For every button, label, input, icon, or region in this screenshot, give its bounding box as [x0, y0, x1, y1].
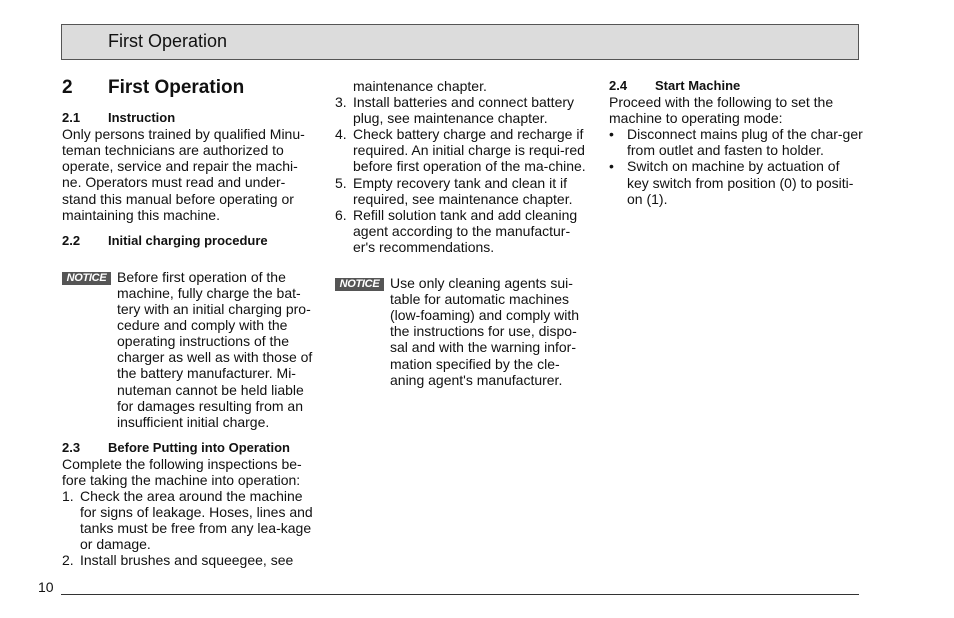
notice-badge: NOTICE: [62, 272, 111, 285]
inspection-steps: [62, 488, 314, 568]
section-number: 2.2: [62, 232, 81, 248]
list-number: 3.: [335, 94, 347, 111]
notice-text: Use only cleaning agents sui-table for automatic machines (low-foaming) and comply with the instructions for use, dispo-sal and with the warning infor-mation specified by the cle-aning agent's manufacturer.: [390, 275, 580, 388]
section-number: 2.1: [62, 110, 81, 126]
list-text: Switch on machine by actuation of key switch from position (0) to positi-on (1).: [627, 158, 854, 207]
inspection-steps-continued: [335, 94, 590, 255]
section-heading-2-2: [62, 233, 314, 249]
list-item: [335, 207, 590, 255]
page-number: 10: [38, 579, 54, 595]
footer-rule: [61, 594, 859, 595]
section-heading-2-3: [62, 440, 314, 456]
list-item-continuation: [335, 78, 590, 94]
list-number: 2.: [62, 552, 74, 569]
notice-badge: NOTICE: [335, 278, 384, 291]
chapter-number: 2: [62, 77, 73, 98]
start-intro: Proceed with the following to set the machine to operating mode:: [609, 94, 834, 127]
list-item: [335, 175, 590, 207]
list-number: 1.: [62, 488, 74, 505]
section-number: 2.4: [609, 78, 628, 93]
section-number: 2.3: [62, 439, 81, 455]
column-left: [62, 78, 314, 569]
column-right: [609, 78, 864, 207]
section-title: Start Machine: [655, 78, 741, 93]
list-text: Install batteries and connect battery plug, see maintenance chapter.: [353, 94, 575, 127]
start-steps: [609, 126, 864, 206]
bullet-mark: •: [609, 158, 614, 175]
list-number: 4.: [335, 126, 347, 143]
notice-charging: [62, 269, 314, 430]
notice-text: Before first operation of the machine, fully charge the bat-tery with an initial charging pro-cedure and comply with the operating instructions of the charger as well as with those of the battery manufacturer. Mi-nuteman cannot be held liable for damages resulting from an insufficient initial charge.: [117, 268, 313, 430]
list-text: Check battery charge and recharge if required. An initial charge is requi-red before first operation of the ma-chine.: [353, 126, 586, 175]
bullet-mark: •: [609, 126, 614, 143]
list-text: Check the area around the machine for signs of leakage. Hoses, lines and tanks must be free from any lea-kage or damage.: [80, 488, 313, 553]
list-item: [609, 158, 864, 206]
list-number: 5.: [335, 174, 347, 191]
list-text: Empty recovery tank and clean it if required, see maintenance chapter.: [353, 174, 573, 207]
section-title: Before Putting into Operation: [108, 439, 290, 455]
section-title: Initial charging procedure: [108, 232, 268, 248]
running-header: [61, 24, 859, 60]
chapter-heading: [62, 77, 314, 98]
list-item: [335, 94, 590, 126]
section-title: Instruction: [108, 110, 176, 126]
inspection-intro: Complete the following inspections be-fore taking the machine into operation:: [62, 455, 302, 488]
column-middle: [335, 78, 590, 388]
list-item: [62, 488, 314, 552]
list-text: maintenance chapter.: [353, 78, 487, 94]
list-text: Refill solution tank and add cleaning agent according to the manufactur-er's recommendations.: [353, 206, 578, 255]
list-item: [609, 126, 864, 158]
chapter-title: First Operation: [108, 77, 245, 98]
list-text: Disconnect mains plug of the char-ger from outlet and fasten to holder.: [627, 126, 863, 159]
section-heading-2-1: [62, 110, 314, 126]
list-number: 6.: [335, 206, 347, 223]
instruction-paragraph: Only persons trained by qualified Minu-teman technicians are authorized to operate, service and repair the machi-ne. Operators must read and under-stand this manual before operating or maintaining this machine.: [62, 126, 305, 223]
list-item: [335, 126, 590, 174]
section-heading-2-4: [609, 78, 864, 94]
header-title: First Operation: [108, 31, 228, 51]
list-item: [62, 552, 314, 568]
notice-cleaning-agents: [335, 275, 590, 388]
list-text: Install brushes and squeegee, see: [80, 552, 294, 569]
